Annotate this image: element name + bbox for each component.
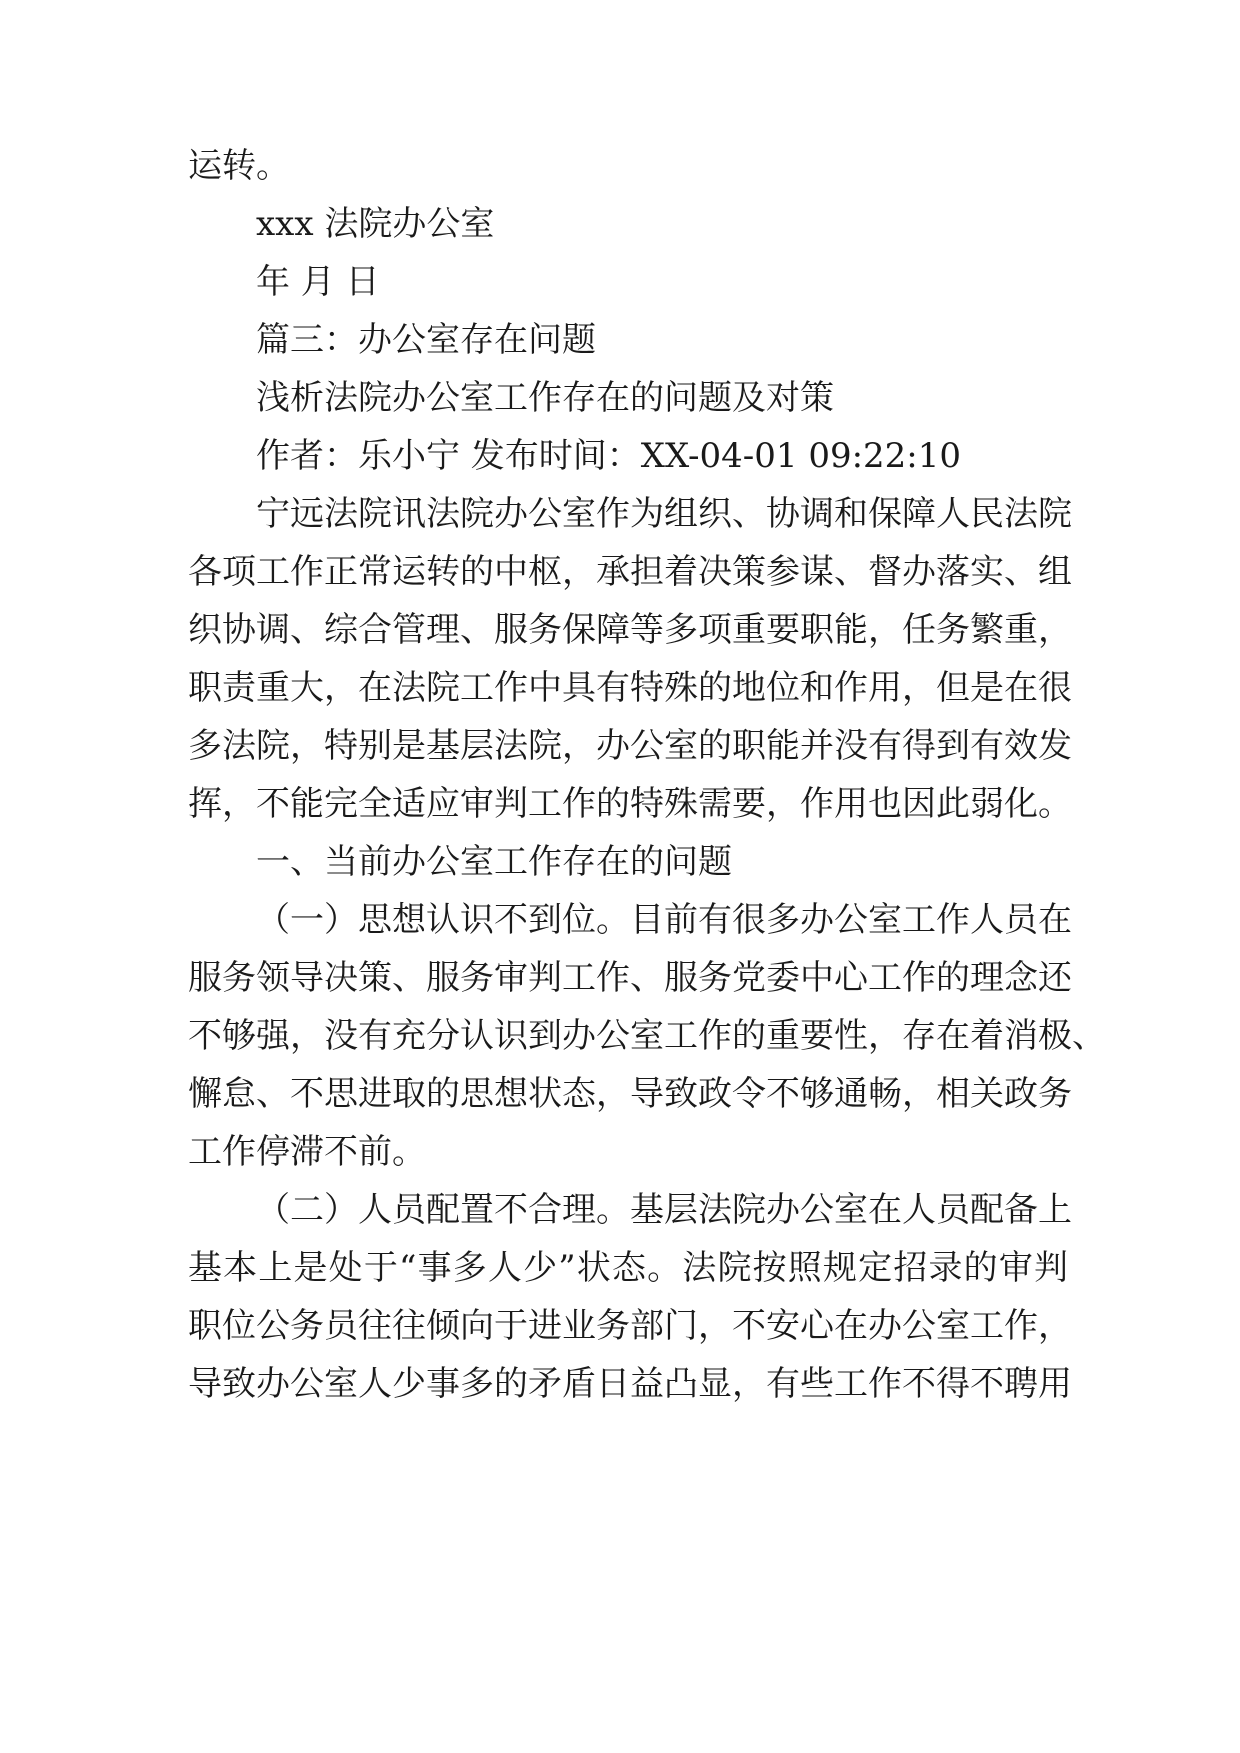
paragraph-line: （一）思想认识不到位。目前有很多办公室工作人员在 bbox=[256, 900, 1072, 940]
paragraph-line: 宁远法院讯法院办公室作为组织、协调和保障人民法院 bbox=[256, 494, 1072, 534]
paragraph-line: 织协调、综合管理、服务保障等多项重要职能，任务繁重， bbox=[188, 610, 1072, 650]
subsection-heading: 一、当前办公室工作存在的问题 bbox=[256, 842, 732, 882]
paragraph-line: 导致办公室人少事多的矛盾日益凸显，有些工作不得不聘用 bbox=[188, 1364, 1072, 1404]
paragraph-line: 懈怠、不思进取的思想状态，导致政令不够通畅，相关政务 bbox=[188, 1074, 1072, 1114]
paragraph-line: 工作停滞不前。 bbox=[188, 1132, 426, 1172]
signature-office: xxx 法院办公室 bbox=[256, 204, 495, 244]
paragraph-line: 职责重大，在法院工作中具有特殊的地位和作用，但是在很 bbox=[188, 668, 1072, 708]
text-line-continuation: 运转。 bbox=[188, 146, 290, 186]
paragraph-line: 服务领导决策、服务审判工作、服务党委中心工作的理念还 bbox=[188, 958, 1072, 998]
paragraph-line: （二）人员配置不合理。基层法院办公室在人员配备上 bbox=[256, 1190, 1072, 1230]
paragraph-line: 职位公务员往往倾向于进业务部门，不安心在办公室工作， bbox=[188, 1306, 1072, 1346]
article-byline: 作者：乐小宁 发布时间：XX-04-01 09:22:10 bbox=[256, 436, 962, 476]
paragraph-line: 多法院，特别是基层法院，办公室的职能并没有得到有效发 bbox=[188, 726, 1072, 766]
paragraph-line: 挥，不能完全适应审判工作的特殊需要，作用也因此弱化。 bbox=[188, 784, 1072, 824]
signature-date: 年 月 日 bbox=[256, 262, 380, 302]
paragraph-line: 基本上是处于“事多人少”状态。法院按照规定招录的审判 bbox=[188, 1248, 1068, 1288]
section-heading: 篇三：办公室存在问题 bbox=[256, 320, 596, 360]
paragraph-line: 各项工作正常运转的中枢，承担着决策参谋、督办落实、组 bbox=[188, 552, 1072, 592]
article-title: 浅析法院办公室工作存在的问题及对策 bbox=[256, 378, 834, 418]
paragraph-line: 不够强，没有充分认识到办公室工作的重要性，存在着消极、 bbox=[188, 1016, 1106, 1056]
